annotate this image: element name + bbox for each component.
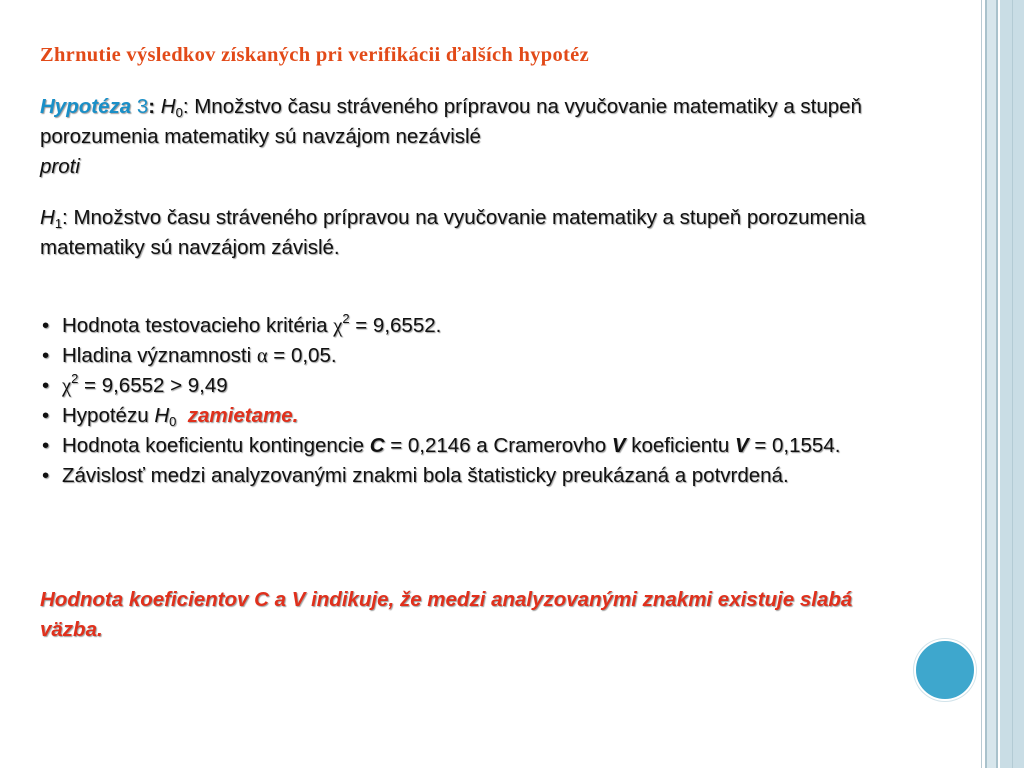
versus-text: proti [40, 155, 80, 178]
list-item [40, 401, 880, 431]
cramer-value: = 0,1554. [748, 434, 841, 457]
list-item [40, 341, 880, 371]
cramer-label: koeficientu [625, 434, 735, 457]
comparison-value: = 9,6552 > 9,49 [78, 374, 228, 397]
hypothesis-h1-paragraph [40, 203, 880, 263]
bullet-dot: • [42, 344, 50, 367]
coefficient-v-symbol: V [611, 434, 626, 457]
chi-symbol: χ [62, 375, 72, 397]
test-statistic-value: = 9,6552. [349, 314, 442, 337]
list-item [40, 371, 880, 401]
h1-text: : Množstvo času stráveného prípravou na vyučovanie matematiky a stupeň porozumenia matematiky sú navzájom závislé. [40, 206, 866, 259]
hypothesis-h0-paragraph [40, 92, 880, 182]
conclusion-note: Hodnota koeficientov C a V indikuje, že medzi analyzovanými znakmi existuje slabá väzba. [40, 588, 853, 641]
chi-symbol: χ [333, 315, 343, 337]
test-statistic-label: Hodnota testovacieho kritéria [62, 314, 334, 337]
significance-label: Hladina významnosti [62, 344, 257, 367]
hypothesis-label: Hypotéza [40, 95, 132, 118]
significance-value: = 0,05. [267, 344, 337, 367]
coefficient-c-symbol: C [369, 434, 385, 457]
dependency-conclusion: Závislosť medzi analyzovanými znakmi bola štatisticky preukázaná a potvrdená. [62, 464, 789, 487]
coefficient-v-symbol-2: V [734, 434, 749, 457]
h0-subscript: 0 [175, 105, 183, 120]
bullet-dot: • [42, 374, 50, 397]
list-item [40, 431, 880, 461]
slide-content [40, 92, 880, 641]
decision-h-subscript: 0 [169, 414, 177, 429]
results-list [40, 311, 880, 491]
border-line [1012, 0, 1013, 768]
slide-title: Zhrnutie výsledkov získaných pri verifikácii ďalších hypotéz [40, 44, 589, 66]
decision-h-symbol: H [154, 404, 170, 427]
decision-reject: zamietame. [187, 404, 299, 427]
bullet-dot: • [42, 404, 50, 427]
contingency-value: = 0,2146 a Cramerovho [384, 434, 612, 457]
h0-symbol: H [160, 95, 176, 118]
border-band [987, 0, 996, 768]
h0-text: : Množstvo času stráveného prípravou na vyučovanie matematiky a stupeň porozumenia matematiky sú navzájom nezávislé [40, 95, 862, 148]
bullet-dot: • [42, 434, 50, 457]
list-item [40, 461, 880, 491]
decision-label: Hypotézu [62, 404, 155, 427]
bullet-dot: • [42, 464, 50, 487]
chi-superscript: 2 [342, 311, 350, 326]
border-line [996, 0, 998, 768]
hypothesis-colon: : [148, 95, 156, 118]
alpha-symbol: α [256, 345, 268, 367]
decorative-circle [914, 639, 976, 701]
decision-space [176, 404, 182, 427]
h1-subscript: 1 [54, 216, 63, 231]
h1-symbol: H [40, 206, 55, 229]
hypothesis-number: 3 [136, 95, 149, 118]
contingency-label: Hodnota koeficientu kontingencie [62, 434, 370, 457]
bullet-dot: • [42, 314, 50, 337]
border-line [981, 0, 982, 768]
list-item [40, 311, 880, 341]
chi-superscript: 2 [71, 371, 79, 386]
